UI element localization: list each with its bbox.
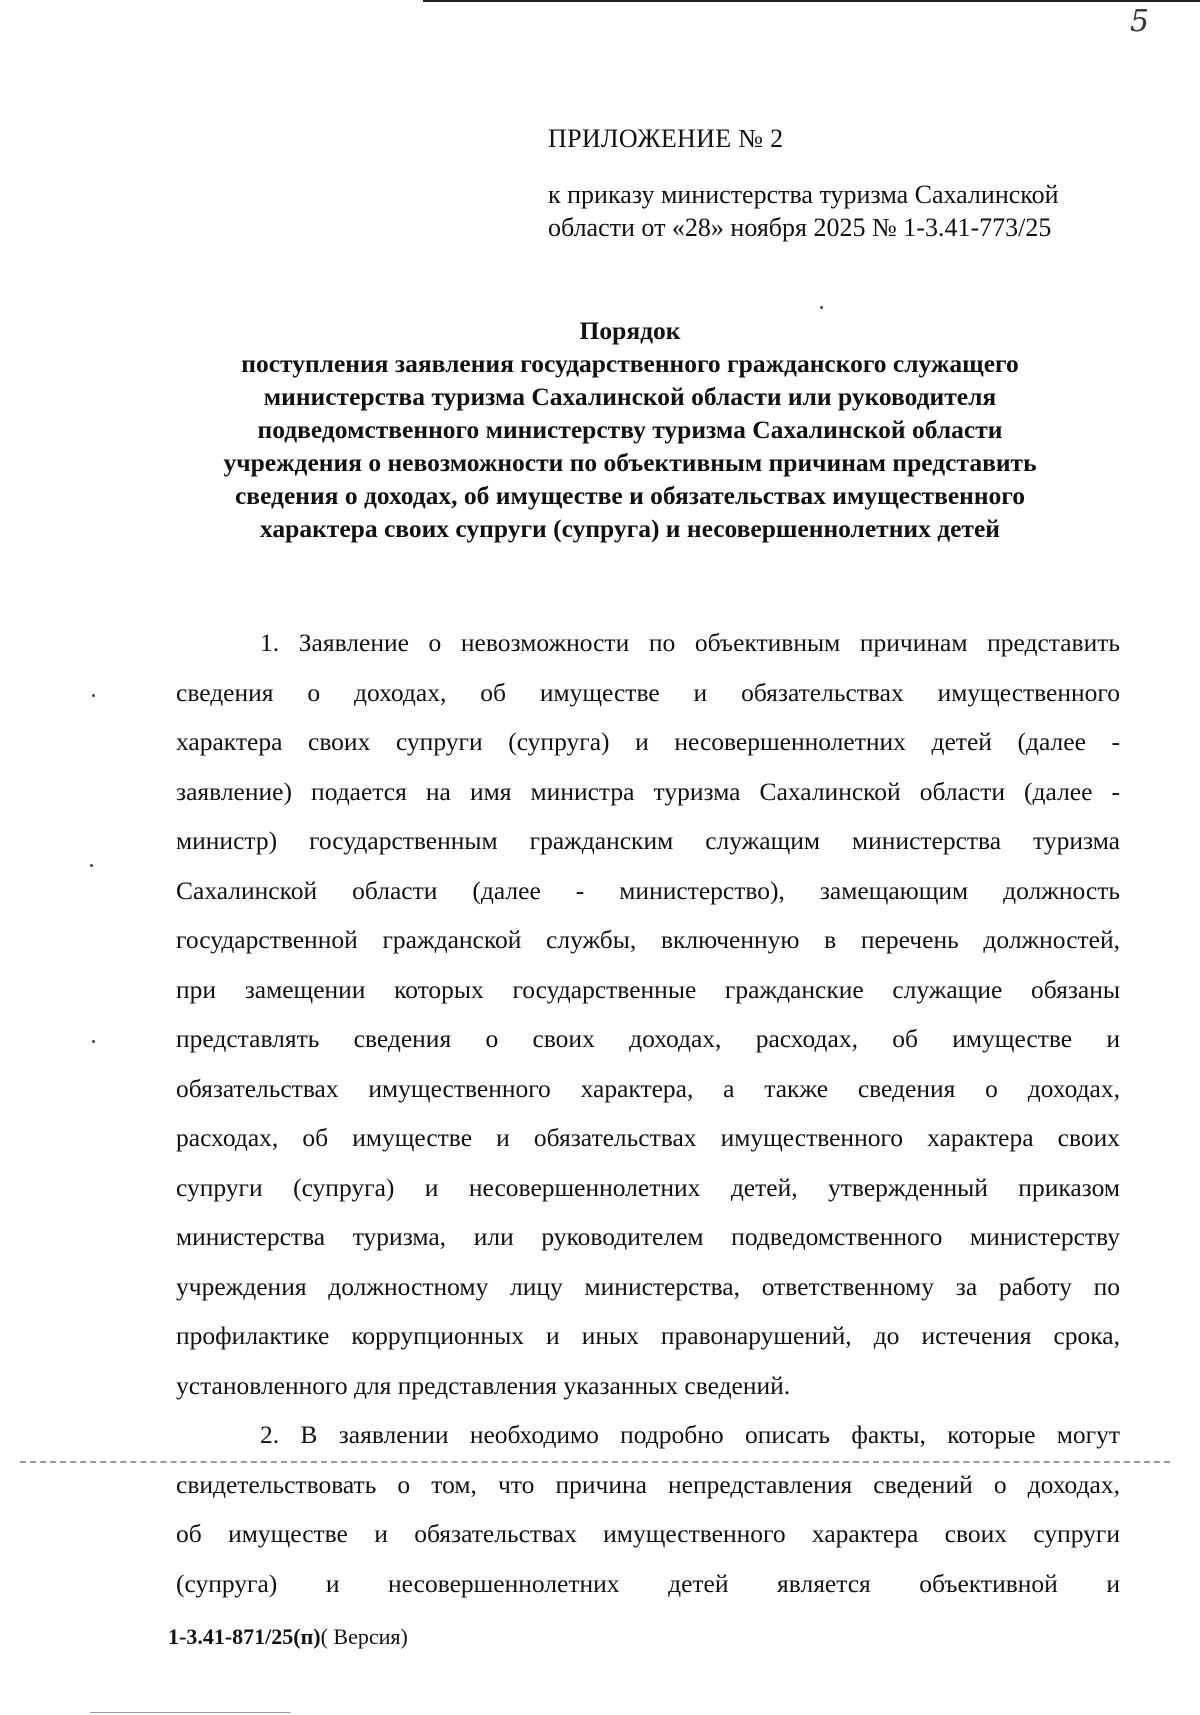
top-border-line bbox=[423, 0, 1200, 2]
text-line: представлять сведения о своих доходах, расходах, об имуществе и bbox=[176, 1024, 1120, 1053]
doc-code: 1-3.41-871/25(п) bbox=[168, 1624, 321, 1649]
text-line: расходах, об имуществе и обязательствах имущественного характера своих bbox=[176, 1123, 1120, 1152]
text-line: государственной гражданской службы, включенную в перечень должностей, bbox=[176, 925, 1120, 954]
reference-line: области от «28» ноября 2025 № 1-3.41-773/25 bbox=[548, 213, 1052, 242]
appendix-title: ПРИЛОЖЕНИЕ № 2 bbox=[548, 124, 784, 153]
text-line: установленного для представления указанных сведений. bbox=[176, 1370, 791, 1400]
document-heading bbox=[150, 314, 1110, 545]
text-line: свидетельствовать о том, что причина непредставления сведений о доходах, bbox=[176, 1469, 1120, 1499]
heading-line: министерства туризма Сахалинской области или руководителя bbox=[263, 382, 997, 411]
heading-line: характера своих супруги (супруга) и несовершеннолетних детей bbox=[260, 514, 1000, 543]
handwritten-page-number: 5 bbox=[1130, 4, 1150, 39]
text-line: министерства туризма, или руководителем подведомственного министерству bbox=[176, 1222, 1120, 1251]
text-line: при замещении которых государственные гражданские служащие обязаны bbox=[176, 974, 1120, 1004]
paragraph-2 bbox=[176, 1410, 1120, 1608]
text-line: об имуществе и обязательствах имущественного характера своих супруги bbox=[176, 1519, 1120, 1548]
scan-fold-line bbox=[20, 1461, 1170, 1463]
bottom-scan-line bbox=[90, 1712, 290, 1713]
text-line: профилактике коррупционных и иных правонарушений, до истечения срока, bbox=[176, 1321, 1120, 1350]
text-line: обязательствах имущественного характера, а также сведения о доходах, bbox=[176, 1073, 1120, 1103]
text-line: министр) государственным гражданским служащим министерства туризма bbox=[176, 826, 1120, 855]
heading-title: Порядок bbox=[579, 316, 681, 345]
reference-line: к приказу министерства туризма Сахалинской bbox=[548, 180, 1059, 209]
scan-speck bbox=[820, 306, 823, 309]
heading-line: поступления заявления государственного гражданского служащего bbox=[241, 349, 1019, 378]
text-line: заявление) подается на имя министра туризма Сахалинской области (далее - bbox=[176, 776, 1120, 806]
scan-speck bbox=[92, 694, 95, 697]
text-line: (супруга) и несовершеннолетних детей является объективной и bbox=[176, 1568, 1120, 1598]
text-line: супруги (супруга) и несовершеннолетних детей, утвержденный приказом bbox=[176, 1172, 1120, 1202]
appendix-reference bbox=[548, 178, 1118, 244]
heading-line: сведения о доходах, об имуществе и обязательствах имущественного bbox=[234, 481, 1025, 510]
footer-document-code bbox=[168, 1624, 408, 1650]
heading-line: подведомственного министерству туризма Сахалинской области bbox=[257, 415, 1003, 444]
text-line: 1. Заявление о невозможности по объективным причинам представить bbox=[260, 628, 1120, 657]
heading-line: учреждения о невозможности по объективным причинам представить bbox=[223, 448, 1037, 477]
text-line: характера своих супруги (супруга) и несовершеннолетних детей (далее - bbox=[176, 727, 1120, 756]
paragraph-1 bbox=[176, 618, 1120, 1410]
scan-speck bbox=[92, 1040, 95, 1043]
text-line: 2. В заявлении необходимо подробно описать факты, которые могут bbox=[260, 1420, 1120, 1449]
version-label: ( Версия) bbox=[320, 1624, 408, 1649]
scan-speck bbox=[90, 864, 93, 867]
text-line: Сахалинской области (далее - министерство), замещающим должность bbox=[176, 875, 1120, 905]
text-line: сведения о доходах, об имуществе и обязательствах имущественного bbox=[176, 677, 1120, 707]
text-line: учреждения должностному лицу министерства, ответственному за работу по bbox=[176, 1271, 1120, 1301]
